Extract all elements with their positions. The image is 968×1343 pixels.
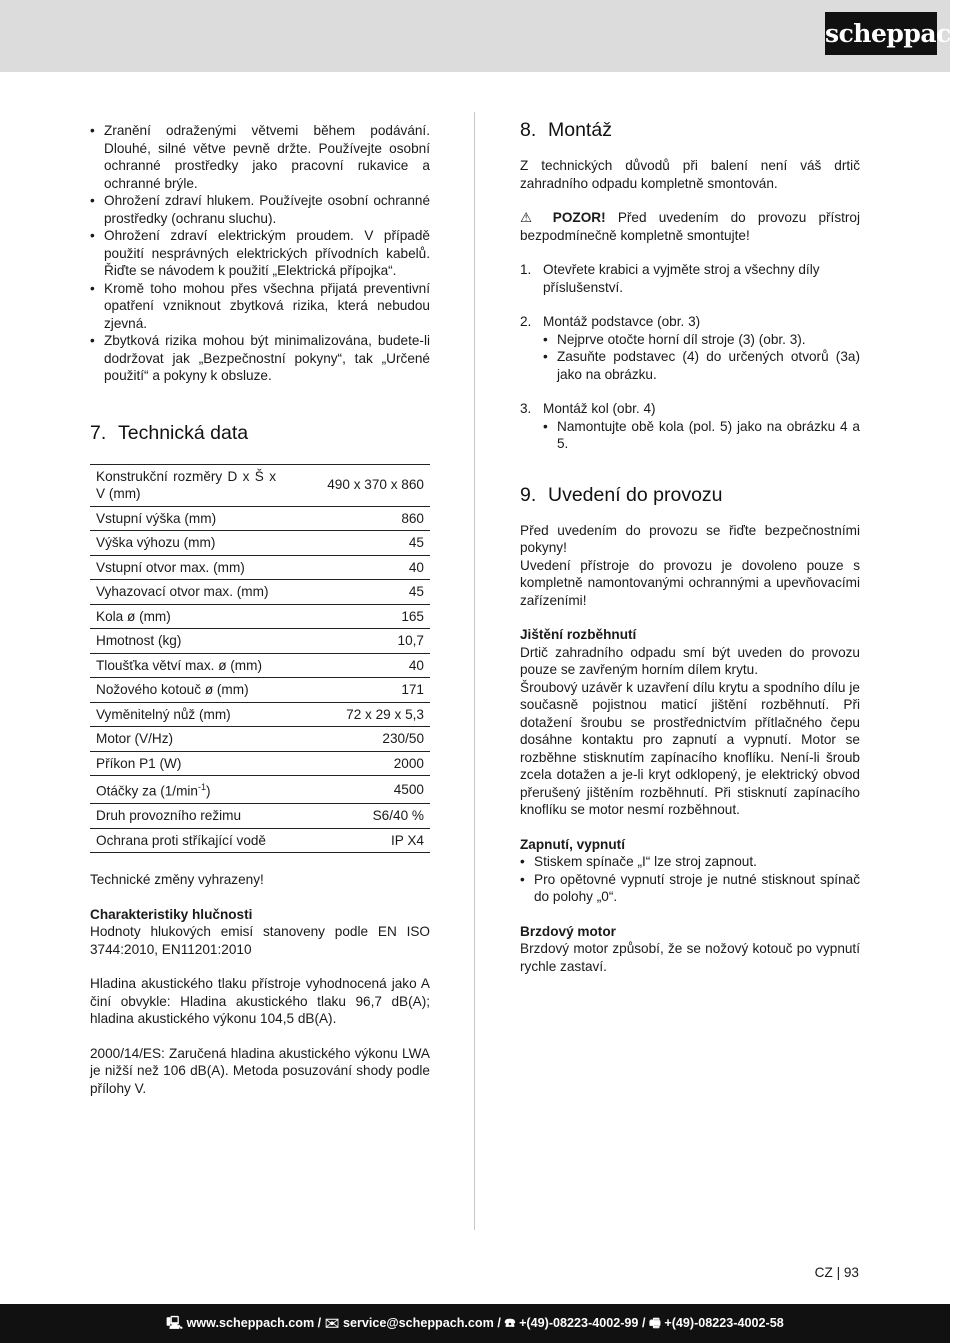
footer-fax: +(49)-08223-4002-58 xyxy=(664,1316,784,1330)
list-item xyxy=(520,261,860,296)
list-item: • Ohrožení zdraví hlukem. Používejte osobní ochranné prostředky (ochranu sluchu). xyxy=(90,192,430,227)
noise-paragraph: 2000/14/ES: Zaručená hladina akustického výkonu LWA je nižší než 106 dB(A). Metoda posuzování shody podle přílohy V. xyxy=(90,1045,430,1096)
list-item: • Pro opětovné vypnutí stroje je nutné stisknout spínač do polohy „0“. xyxy=(520,871,860,906)
step-text: Otevřete krabici a vyjměte stroj a všechny díly příslušenství. xyxy=(543,262,820,295)
jisteni-paragraph: Drtič zahradního odpadu smí být uveden do provozu pouze se zavřeným horním dílem krytu. xyxy=(520,644,860,677)
section-7-heading xyxy=(90,421,430,445)
spec-label: Příkon P1 (W) xyxy=(90,751,282,776)
jisteni-paragraph: Šroubový uzávěr k uzavření dílu krytu a spodního dílu je současně pojistnou maticí jištění rozběhnutí. Při dotažení šroubu se prostřednictvím přítlačného čepu dosáhne kontaktu pro zapnutí a vypnutí. Motor se rozběhne stisknutím zapínacího knoflíku. Není-li šroub zcela dotažen a je-li kryt odklopený, je elektrický obvod přerušený jištěním rozběhnutí. Při stisknutí zapínacího knoflíku se motor nesmí rozběhnout. xyxy=(520,679,860,817)
spec-label: Vstupní výška (mm) xyxy=(90,506,282,531)
table-row xyxy=(90,776,430,804)
spec-label: Hmotnost (kg) xyxy=(90,629,282,654)
step-text: Montáž kol (obr. 4) xyxy=(543,401,656,416)
warning-icon: ⚠ xyxy=(520,210,541,225)
list-item: • Ohrožení zdraví elektrickým proudem. V případě použití nesprávných elektrických přívodních kabelů. Řiďte se návodem k použití „Elektrická přípojka“. xyxy=(90,227,430,280)
noise-paragraph: Hodnoty hlukových emisí stanoveny podle EN ISO 3744:2010, EN11201:2010 xyxy=(90,924,430,957)
table-row xyxy=(90,531,430,556)
step-text: Montáž podstavce (obr. 3) xyxy=(543,314,701,329)
computer-icon: 🖳 xyxy=(166,1316,184,1330)
footer-email: service@scheppach.com xyxy=(342,1316,494,1330)
spec-value: 72 x 29 x 5,3 xyxy=(282,702,430,727)
spec-value: S6/40 % xyxy=(282,804,430,829)
risk-bullet-list xyxy=(90,122,430,385)
table-row xyxy=(90,580,430,605)
spec-label: Ochrana proti stříkající vodě xyxy=(90,828,282,853)
spec-value: 2000 xyxy=(282,751,430,776)
zapnuti-list xyxy=(520,853,860,906)
section-8-heading xyxy=(520,118,860,142)
page-header xyxy=(0,0,968,72)
spec-value: 490 x 370 x 860 xyxy=(282,464,430,506)
brzda-heading: Brzdový motor xyxy=(520,923,616,939)
table-row xyxy=(90,727,430,752)
table-row xyxy=(90,828,430,853)
right-column xyxy=(520,118,860,975)
spec-label: Vyměnitelný nůž (mm) xyxy=(90,702,282,727)
spec-label: Vstupní otvor max. (mm) xyxy=(90,555,282,580)
left-column xyxy=(90,122,430,1097)
list-item xyxy=(520,400,860,453)
column-divider xyxy=(474,112,475,1230)
spec-value: 171 xyxy=(282,678,430,703)
list-item: • Zasuňte podstavec (4) do určených otvorů (3a) jako na obrázku. xyxy=(543,348,860,383)
table-row xyxy=(90,555,430,580)
spec-value: 10,7 xyxy=(282,629,430,654)
spec-label: Otáčky za $(1/\min^{-1})$ xyxy=(90,776,282,804)
list-item: • Stiskem spínače „I“ lze stroj zapnout. xyxy=(520,853,860,871)
zapnuti-heading: Zapnutí, vypnutí xyxy=(520,836,625,852)
assembly-steps xyxy=(520,261,860,453)
spec-label: Motor (V/Hz) xyxy=(90,727,282,752)
page-number: CZ | 93 xyxy=(814,1265,859,1280)
section-number: 7. xyxy=(90,421,107,444)
step-sub-list xyxy=(543,418,860,453)
step-number: 2. xyxy=(520,314,532,329)
step-number: 3. xyxy=(520,401,532,416)
table-row xyxy=(90,629,430,654)
fax-icon: 🖷 xyxy=(648,1316,661,1330)
spec-label: Tloušťka větví max. ø (mm) xyxy=(90,653,282,678)
table-row xyxy=(90,702,430,727)
table-row xyxy=(90,604,430,629)
spec-label: Kola ø (mm) xyxy=(90,604,282,629)
spec-value: 860 xyxy=(282,506,430,531)
table-row xyxy=(90,653,430,678)
footer-phone: +(49)-08223-4002-99 xyxy=(519,1316,639,1330)
spec-value: IP X4 xyxy=(282,828,430,853)
spec-value: 165 xyxy=(282,604,430,629)
spec-value: 230/50 xyxy=(282,727,430,752)
step-number: 1. xyxy=(520,262,532,277)
warning-paragraph xyxy=(520,209,860,244)
provoz-paragraph: Před uvedením do provozu se řiďte bezpečnostními pokyny! xyxy=(520,522,860,555)
section-title: Montáž xyxy=(548,119,612,141)
table-row xyxy=(90,804,430,829)
montaz-intro: Z technických důvodů při balení není váš drtič zahradního odpadu kompletně smontován. xyxy=(520,158,860,191)
section-9-heading xyxy=(520,483,860,507)
phone-icon: ☎ xyxy=(504,1316,516,1330)
list-item: • Zbytková rizika mohou být minimalizována, budete-li dodržovat jak „Bezpečnostní pokyny“, tak „Určené použití“ a pokyny k obsluze. xyxy=(90,332,430,385)
spec-label: Vyhazovací otvor max. (mm) xyxy=(90,580,282,605)
list-item: • Kromě toho mohou přes všechna přijatá preventivní opatření vzniknout zbytková rizika, která nebudou zjevná. xyxy=(90,280,430,333)
spec-label: Nožového kotouč ø (mm) xyxy=(90,678,282,703)
scheppach-logo: scheppach xyxy=(825,12,937,55)
footer-website: www.scheppach.com xyxy=(186,1316,315,1330)
warning-label: POZOR! xyxy=(552,210,606,225)
table-row xyxy=(90,506,430,531)
list-item: • Namontujte obě kola (pol. 5) jako na obrázku 4 a 5. xyxy=(543,418,860,453)
brzda-paragraph: Brzdový motor způsobí, že se nožový kotouč po vypnutí rychle zastaví. xyxy=(520,941,860,974)
spec-value: 4500 xyxy=(282,776,430,804)
spec-value: 40 xyxy=(282,653,430,678)
provoz-paragraph: Uvedení přístroje do provozu je dovoleno pouze s kompletně namontovanými ochrannými a upevňovacími zařízeními! xyxy=(520,557,860,608)
spec-value: 45 xyxy=(282,531,430,556)
table-row xyxy=(90,678,430,703)
spec-value: 40 xyxy=(282,555,430,580)
table-row xyxy=(90,751,430,776)
list-item: • Zranění odraženými větvemi během podávání. Dlouhé, silné větve pevně držte. Používejte osobní ochranné prostředky jako pracovní rukavice a ochranné brýle. xyxy=(90,122,430,192)
page-footer: 🖳 www.scheppach.com / ✉ service@scheppach.com / ☎ +(49)-08223-4002-99 / 🖷 +(49)-08223-4002-58 xyxy=(0,1304,950,1343)
technical-changes-note: Technické změny vyhrazeny! xyxy=(90,872,264,888)
spec-label: Výška výhozu (mm) xyxy=(90,531,282,556)
noise-heading: Charakteristiky hlučnosti xyxy=(90,906,253,922)
spec-value: 45 xyxy=(282,580,430,605)
section-title: Technická data xyxy=(118,421,249,444)
technical-data-table xyxy=(90,464,430,854)
list-item xyxy=(520,313,860,383)
step-sub-list xyxy=(543,331,860,384)
table-row xyxy=(90,464,430,506)
email-icon: ✉ xyxy=(324,1316,340,1330)
section-number: 9. xyxy=(520,483,537,506)
list-item: • Nejprve otočte horní díl stroje (3) (obr. 3). xyxy=(543,331,860,349)
section-title: Uvedení do provozu xyxy=(548,483,723,506)
spec-label: Konstrukční rozměry D x Š x V (mm) xyxy=(90,464,282,506)
spec-label: Druh provozního režimu xyxy=(90,804,282,829)
noise-paragraph: Hladina akustického tlaku přístroje vyhodnocená jako A činí obvykle: Hladina akustického tlaku 96,7 dB(A); hladina akustického výkonu 104,5 dB(A). xyxy=(90,976,430,1027)
section-number: 8. xyxy=(520,119,537,141)
warning-text: Před uvedením do provozu přístroj bezpodmínečně kompletně smontujte! xyxy=(520,210,860,243)
jisteni-heading: Jištění rozběhnutí xyxy=(520,627,637,642)
